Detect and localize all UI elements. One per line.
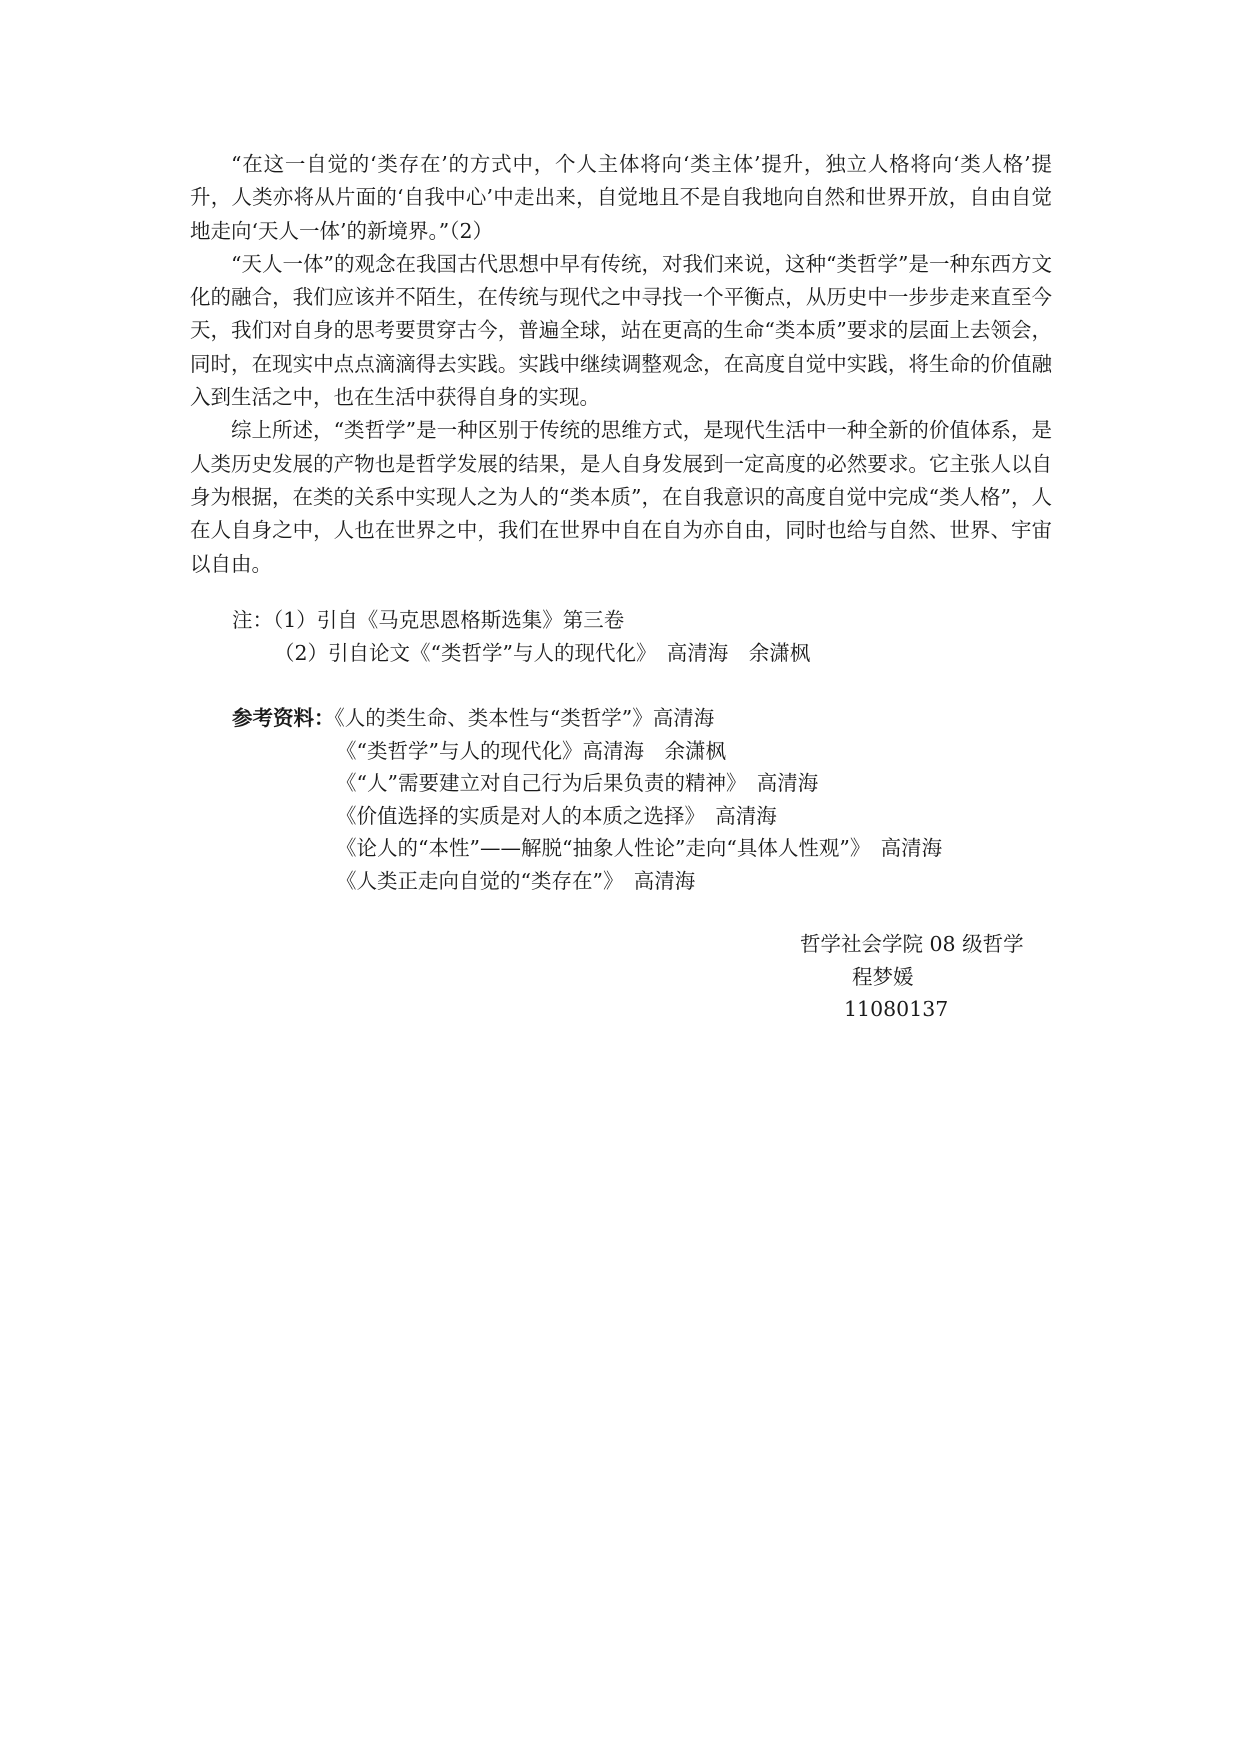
author-school: 哲学社会学院 08 级哲学 bbox=[800, 932, 1024, 956]
author-name: 程梦媛 bbox=[852, 964, 914, 989]
reference-item: 《“类哲学”与人的现代化》高清海 余潇枫 bbox=[336, 738, 726, 763]
footnote-1: 注：（1）引自《马克思恩格斯选集》第三卷 bbox=[232, 608, 625, 632]
paragraph: “在这一自觉的‘类存在’的方式中，个人主体将向‘类主体’提升，独立人格将向‘类人格’提升，人类亦将从片面的‘自我中心’中走出来，自觉地且不是自我地向自然和世界开放，自由自觉地走向‘天人一体’的新境界。”（2） bbox=[190, 152, 1052, 243]
body-text bbox=[190, 148, 1052, 581]
reference-item: 《人类正走向自觉的“类存在”》 高清海 bbox=[336, 868, 696, 893]
references-label: 参考资料： bbox=[232, 706, 335, 730]
author-signature bbox=[780, 928, 1090, 1026]
author-student-id: 11080137 bbox=[844, 997, 949, 1021]
reference-item bbox=[232, 702, 942, 735]
reference-item: 《“人”需要建立对自己行为后果负责的精神》 高清海 bbox=[336, 771, 819, 795]
references bbox=[232, 702, 942, 897]
reference-item: 《论人的“本性”——解脱“抽象人性论”走向“具体人性观”》 高清海 bbox=[336, 836, 943, 860]
paragraph: “天人一体”的观念在我国古代思想中早有传统，对我们来说，这种“类哲学”是一种东西方文化的融合，我们应该并不陌生，在传统与现代之中寻找一个平衡点，从历史中一步步走来直至今天，我们对自身的思考要贯穿古今，普遍全球，站在更高的生命“类本质”要求的层面上去领会，同时，在现实中点点滴滴得去实践。实践中继续调整观念，在高度自觉中实践，将生命的价值融入到生活之中，也在生活中获得自身的实现。 bbox=[190, 251, 1052, 410]
paragraph: 综上所述，“类哲学”是一种区别于传统的思维方式，是现代生活中一种全新的价值体系，是人类历史发展的产物也是哲学发展的结果，是人自身发展到一定高度的必然要求。它主张人以自身为根据，在类的关系中实现人之为人的“类本质”，在自我意识的高度自觉中完成“类人格”，人在人自身之中，人也在世界之中，我们在世界中自在自为亦自由，同时也给与自然、世界、宇宙以自由。 bbox=[190, 418, 1052, 576]
reference-text: 《人的类生命、类本性与“类哲学”》高清海 bbox=[334, 706, 715, 730]
reference-item: 《价值选择的实质是对人的本质之选择》 高清海 bbox=[336, 803, 777, 828]
footnote-2: （2）引自论文《“类哲学”与人的现代化》 高清海 余潇枫 bbox=[274, 641, 811, 665]
footnotes bbox=[232, 604, 810, 670]
